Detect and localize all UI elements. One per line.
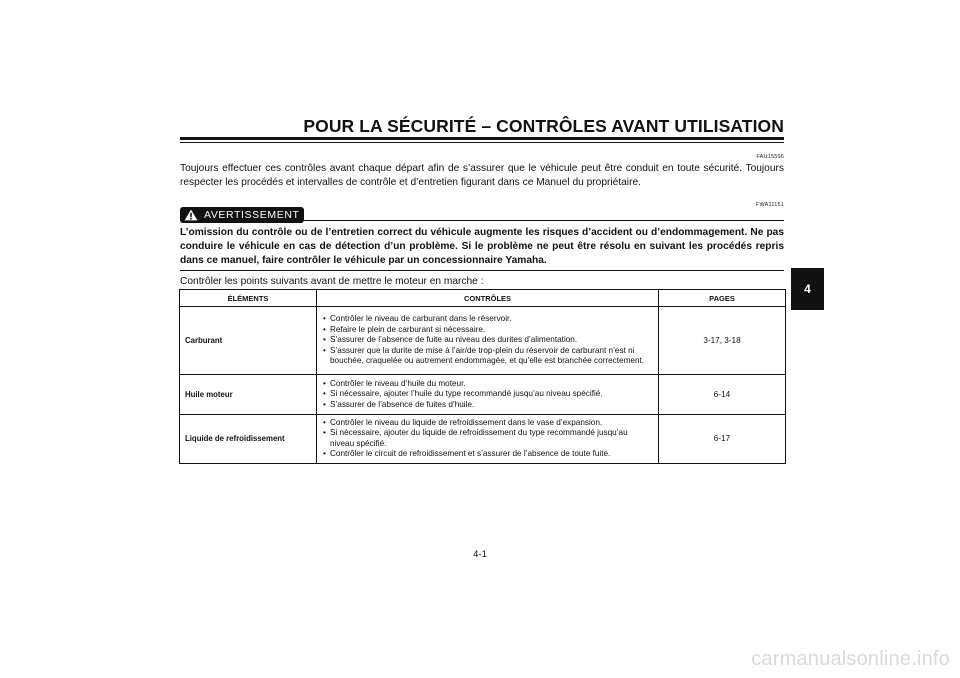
check-item: • Si nécessaire, ajouter l’huile du type recommandé jusqu’au niveau spécifié. [323,389,652,399]
check-list [323,379,652,410]
intro-code: FAU15596 [756,154,784,160]
warning-bottom-rule [180,270,784,271]
header-pages: PAGES [659,290,786,307]
warning-rule [304,220,784,221]
page-number: 4-1 [473,549,487,560]
row-item: Liquide de refroidissement [180,415,317,464]
header-items: ÉLÉMENTS [180,290,317,307]
check-item: • Refaire le plein de carburant si nécessaire. [323,325,652,335]
checks-table [179,289,786,464]
watermark: carmanualsonline.info [751,648,950,670]
page-title: POUR LA SÉCURITÉ – CONTRÔLES AVANT UTILISATION [303,116,784,136]
row-pages: 6-17 [659,415,786,464]
check-item: • Contrôler le niveau d’huile du moteur. [323,379,652,389]
check-item: • Si nécessaire, ajouter du liquide de refroidissement du type recommandé jusqu’au niveau spécifié. [323,428,652,449]
check-item: • S’assurer que la durite de mise à l’air/de trop-plein du réservoir de carburant n’est ni bouchée, craquelée ou autrement endommagée, et qu’elle est branchée correctement. [323,346,652,367]
table-row [180,307,786,375]
check-list [323,314,652,366]
row-checks [317,375,659,415]
header-checks: CONTRÔLES [317,290,659,307]
row-pages: 3-17, 3-18 [659,307,786,375]
row-checks [317,415,659,464]
lead-text: Contrôler les points suivants avant de mettre le moteur en marche : [180,276,484,287]
row-checks [317,307,659,375]
row-item: Carburant [180,307,317,375]
table-row [180,375,786,415]
check-list [323,418,652,460]
check-item: • Contrôler le niveau de carburant dans le réservoir. [323,314,652,324]
check-item: • Contrôler le niveau du liquide de refroidissement dans le vase d’expansion. [323,418,652,428]
warning-badge [180,207,304,223]
title-rule-thick [180,137,784,140]
warning-triangle-icon [180,207,202,223]
warning-code: FWA11151 [755,202,784,208]
check-item: • S’assurer de l’absence de fuite au niveau des durites d’alimentation. [323,335,652,345]
warning-text: L’omission du contrôle ou de l’entretien correct du véhicule augmente les risques d’accident ou d’endommagement. Ne pas conduire le véhicule en cas de détection d’un problème. Si le problème ne peut être résolu en suivant les procédés repris dans ce manuel, faire contrôler le véhicule par un concessionnaire Yamaha. [180,227,784,266]
table-header-row [180,290,786,307]
title-rule-thin [180,142,784,143]
intro-paragraph: Toujours effectuer ces contrôles avant chaque départ afin de s’assurer que le véhicule peut être conduit en toute sécurité. Toujours respecter les procédés et intervalles de contrôle et d’entretien figurant dans ce Manuel du propriétaire. [180,163,784,188]
check-item: • S’assurer de l’absence de fuites d’huile. [323,400,652,410]
row-pages: 6-14 [659,375,786,415]
warning-label: AVERTISSEMENT [204,209,300,221]
row-item: Huile moteur [180,375,317,415]
check-item: • Contrôler le circuit de refroidissement et s’assurer de l’absence de toute fuite. [323,449,652,459]
table-row [180,415,786,464]
chapter-tab: 4 [791,268,824,310]
